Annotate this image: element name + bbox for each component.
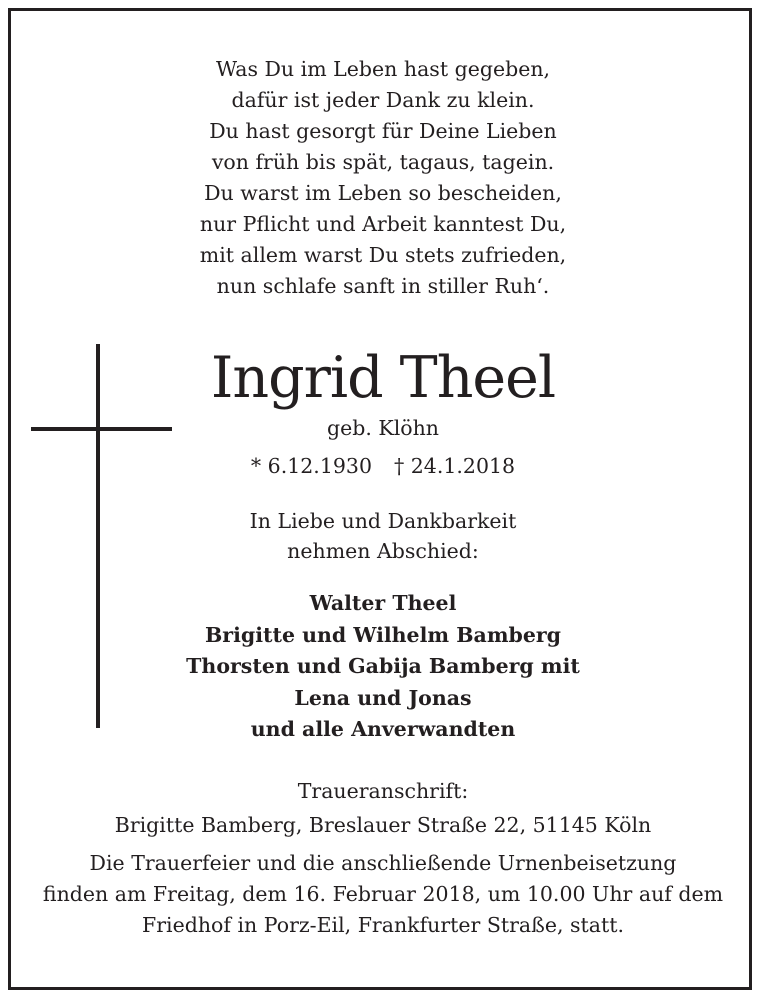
poem-line: nur Pflicht und Arbeit kanntest Du, <box>199 212 567 236</box>
poem-line: Du hast gesorgt für Deine Lieben <box>209 119 557 143</box>
service-line: Friedhof in Porz-Eil, Frankfurter Straße, statt. <box>142 913 624 937</box>
mourners-list <box>0 588 766 746</box>
mourner-line: Walter Theel <box>309 591 457 615</box>
address-label: Traueranschrift: <box>297 779 469 803</box>
service-line: Die Trauerfeier und die anschließende Urnenbeisetzung <box>89 851 677 875</box>
poem <box>0 54 766 302</box>
farewell-line: In Liebe und Dankbarkeit <box>249 509 517 533</box>
poem-line: Du warst im Leben so bescheiden, <box>204 181 562 205</box>
service-line: finden am Freitag, dem 16. Februar 2018, um 10.00 Uhr auf dem <box>42 882 724 906</box>
service-info <box>0 848 766 941</box>
maiden-name: geb. Klöhn <box>326 416 440 440</box>
birth-date: * 6.12.1930 <box>250 454 372 478</box>
poem-line: von früh bis spät, tagaus, tagein. <box>211 150 555 174</box>
poem-line: nun schlafe sanft in stiller Ruh‘. <box>216 274 550 298</box>
death-date: † 24.1.2018 <box>394 454 516 478</box>
mourning-address: Brigitte Bamberg, Breslauer Straße 22, 51145 Köln <box>114 813 652 837</box>
poem-line: Was Du im Leben hast gegeben, <box>215 57 551 81</box>
deceased-name: Ingrid Theel <box>210 345 556 411</box>
poem-line: mit allem warst Du stets zufrieden, <box>199 243 567 267</box>
life-dates <box>0 451 766 481</box>
poem-line: dafür ist jeder Dank zu klein. <box>231 88 535 112</box>
farewell-line: nehmen Abschied: <box>287 539 479 563</box>
mourner-line: Thorsten und Gabija Bamberg mit <box>186 654 580 678</box>
mourner-line: Brigitte und Wilhelm Bamberg <box>204 622 562 647</box>
mourner-line: und alle Anverwandten <box>250 717 516 741</box>
mourner-line: Lena und Jonas <box>294 685 472 710</box>
farewell-text <box>0 506 766 566</box>
